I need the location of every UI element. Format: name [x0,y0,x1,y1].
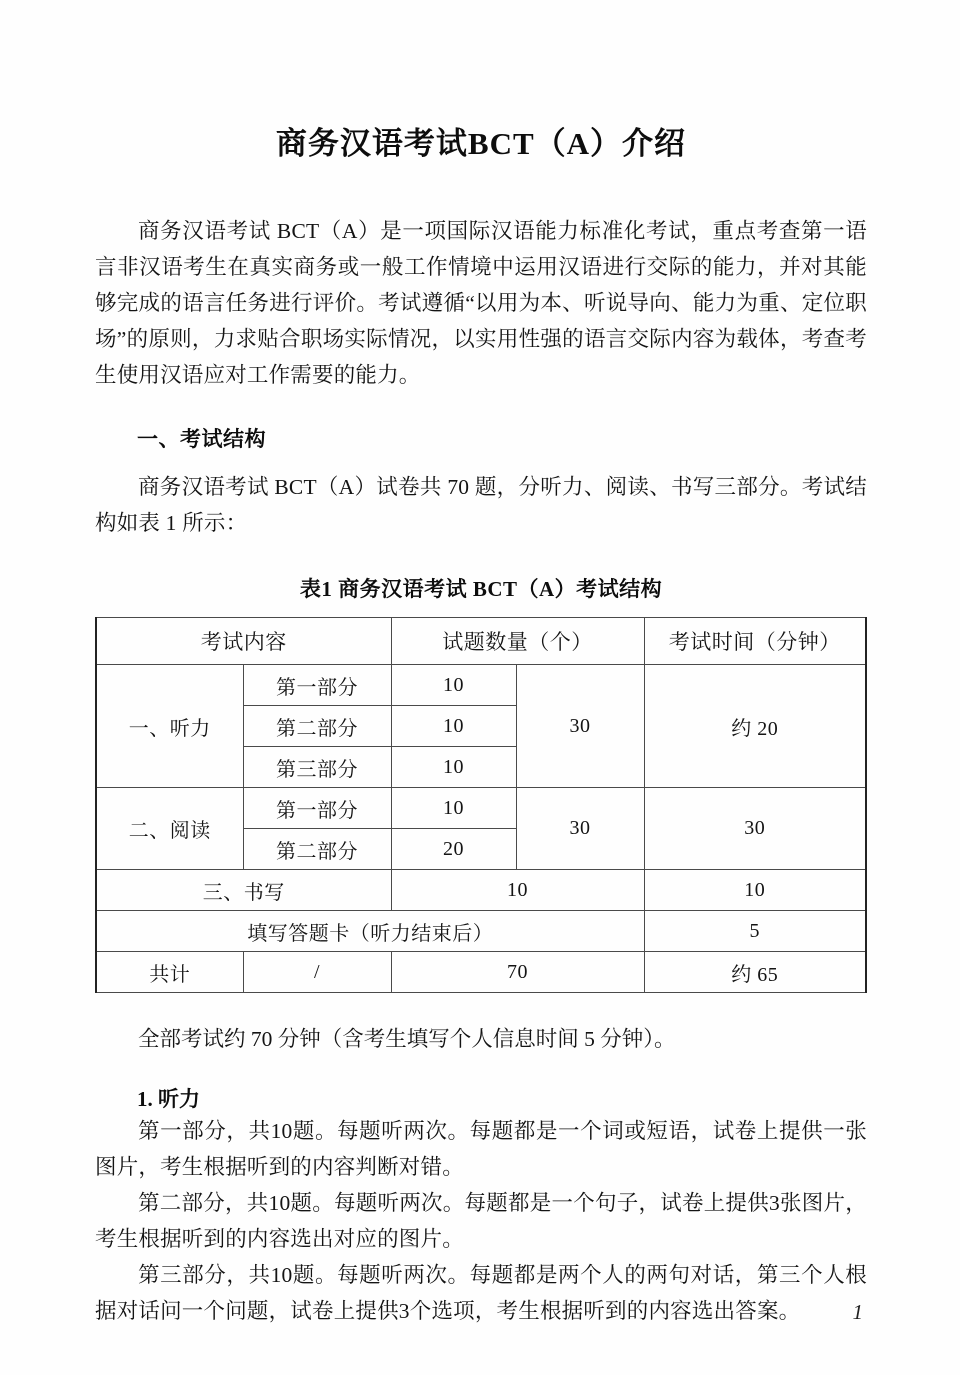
header-cell-time: 考试时间（分钟） [644,618,866,665]
listening-part2-paragraph: 第二部分，共10题。每题听两次。每题都是一个句子，试卷上提供3张图片，考生根据听到的内容选出对应的图片。 [95,1191,867,1251]
exam-structure-table [95,617,867,993]
cell-count-writing: 10 [391,870,644,911]
cell-total-slash: / [243,952,391,993]
cell-answer-card-label: 填写答题卡（听力结束后） [96,911,644,952]
cell-section-reading: 二、阅读 [96,788,243,870]
exam-duration-note: 全部考试约 70 分钟（含考生填写个人信息时间 5 分钟）。 [138,1027,676,1051]
table-row [96,665,866,706]
cell-subtotal-count-reading: 30 [516,788,644,870]
cell-count: 10 [391,706,516,747]
listening-part1-paragraph: 第一部分，共10题。每题听两次。每题都是一个词或短语，试卷上提供一张图片，考生根据听到的内容判断对错。 [95,1119,867,1179]
header-cell-count: 试题数量（个） [391,618,644,665]
table-row [96,870,866,911]
cell-total-count: 70 [391,952,644,993]
cell-count: 20 [391,829,516,870]
table-caption: 表1 商务汉语考试 BCT（A）考试结构 [299,577,663,601]
page-content [95,0,867,1329]
cell-section-writing: 三、书写 [96,870,391,911]
page-title: 商务汉语考试BCT（A）介绍 [275,126,687,161]
table-row [96,952,866,993]
cell-part: 第二部分 [243,829,391,870]
table-row [96,788,866,829]
cell-part: 第一部分 [243,665,391,706]
cell-total-label: 共计 [96,952,243,993]
cell-part: 第一部分 [243,788,391,829]
header-cell-content: 考试内容 [96,618,391,665]
cell-time-writing: 10 [644,870,866,911]
exam-structure-paragraph: 商务汉语考试 BCT（A）试卷共 70 题，分听力、阅读、书写三部分。考试结构如表 1 所示： [95,475,867,535]
cell-time-listening: 约 20 [644,665,866,788]
cell-part: 第三部分 [243,747,391,788]
cell-section-listening: 一、听力 [96,665,243,788]
cell-time-reading: 30 [644,788,866,870]
cell-total-time: 约 65 [644,952,866,993]
cell-count: 10 [391,788,516,829]
intro-paragraph: 商务汉语考试 BCT（A）是一项国际汉语能力标准化考试，重点考查第一语言非汉语考生在真实商务或一般工作情境中运用汉语进行交际的能力，并对其能够完成的语言任务进行评价。考试遵循“以用为本、听说导向、能力为重、定位职场”的原则，力求贴合职场实际情况，以实用性强的语言交际内容为载体，考查考生使用汉语应对工作需要的能力。 [95,219,867,387]
listening-part3-paragraph: 第三部分，共10题。每题听两次。每题都是两个人的两句对话，第三个人根据对话问一个问题，试卷上提供3个选项，考生根据听到的内容选出答案。 [95,1263,867,1323]
table-header-row [96,618,866,665]
cell-part: 第二部分 [243,706,391,747]
table-row [96,911,866,952]
cell-answer-card-time: 5 [644,911,866,952]
page-number: 1 [852,1300,863,1324]
cell-count: 10 [391,747,516,788]
cell-count: 10 [391,665,516,706]
sub-heading-listening: 1. 听力 [137,1087,200,1111]
section-heading-exam-structure: 一、考试结构 [137,427,266,451]
cell-subtotal-count-listening: 30 [516,665,644,788]
